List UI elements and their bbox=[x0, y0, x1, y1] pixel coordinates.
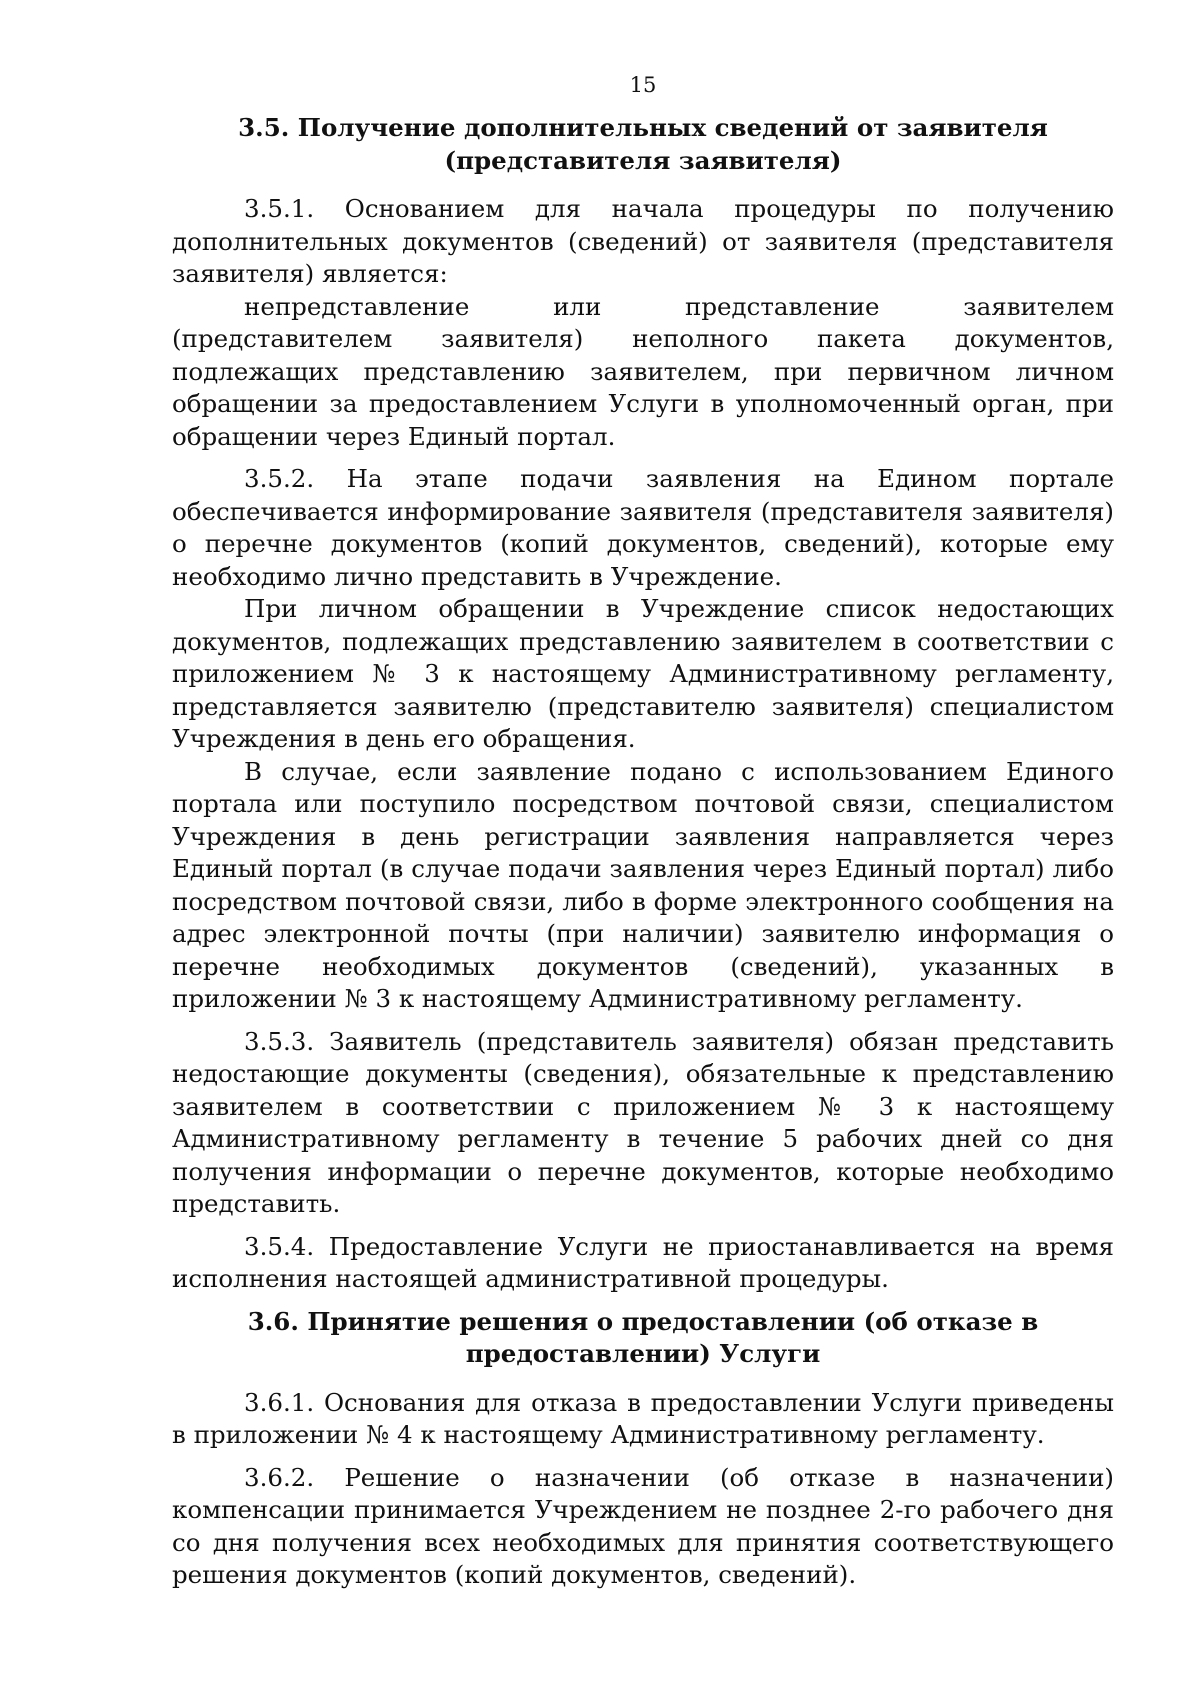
paragraph-3-5-1-grounds: непредставление или представление заявителем (представителем заявителя) неполного пакета документов, подлежащих представлению заявителем, при первичном личном обращении за предоставлением Услуги в уполномоченный орган, при обращении через Единый портал. bbox=[172, 291, 1114, 451]
section-heading-3-6: 3.6. Принятие решения о предоставлении (об отказе в предоставлении) Услуги bbox=[247, 1306, 1039, 1368]
paragraph-3-5-3: 3.5.3. Заявитель (представитель заявителя) обязан представить недостающие документы (сведения), обязательные к представлению заявителем в соответствии с приложением № 3 к настоящему Административному регламенту в течение 5 рабочих дней со дня получения информации о перечне документов, которые необходимо представить. bbox=[172, 1026, 1114, 1218]
paragraph-3-6-2: 3.6.2. Решение о назначении (об отказе в назначении) компенсации принимается Учреждением не позднее 2-го рабочего дня со дня получения всех необходимых для принятия соответствующего решения документов (копий документов, сведений). bbox=[172, 1462, 1114, 1589]
paragraph-3-5-2: 3.5.2. На этапе подачи заявления на Едином портале обеспечивается информирование заявителя (представителя заявителя) о перечне документов (копий документов, сведений), которые ему необходимо лично представить в Учреждение. bbox=[172, 464, 1114, 591]
paragraph-3-5-2-personal: При личном обращении в Учреждение список недостающих документов, подлежащих представлению заявителем в соответствии с приложением № 3 к настоящему Административному регламенту, представляется заявителю (представителю заявителя) специалистом Учреждения в день его обращения. bbox=[172, 594, 1114, 753]
paragraph-3-5-1: 3.5.1. Основанием для начала процедуры по получению дополнительных документов (сведений) от заявителя (представителя заявителя) является: bbox=[172, 194, 1114, 288]
paragraph-3-6-1: 3.6.1. Основания для отказа в предоставлении Услуги приведены в приложении № 4 к настоящему Административному регламенту. bbox=[172, 1387, 1114, 1449]
section-heading-3-5: 3.5. Получение дополнительных сведений от заявителя (представителя заявителя) bbox=[238, 113, 1048, 175]
page-number: 15 bbox=[629, 73, 657, 97]
paragraph-3-5-2-portal: В случае, если заявление подано с использованием Единого портала или поступило посредством почтовой связи, специалистом Учреждения в день регистрации заявления направляется через Единый портал (в случае подачи заявления через Единый портал) либо посредством почтовой связи, либо в форме электронного сообщения на адрес электронной почты (при наличии) заявителю информация о перечне необходимых документов (сведений), указанных в приложении № 3 к настоящему Административному регламенту. bbox=[172, 756, 1114, 1013]
paragraph-3-5-4: 3.5.4. Предоставление Услуги не приостанавливается на время исполнения настоящей административной процедуры. bbox=[172, 1231, 1114, 1293]
document-body bbox=[172, 112, 1114, 1592]
